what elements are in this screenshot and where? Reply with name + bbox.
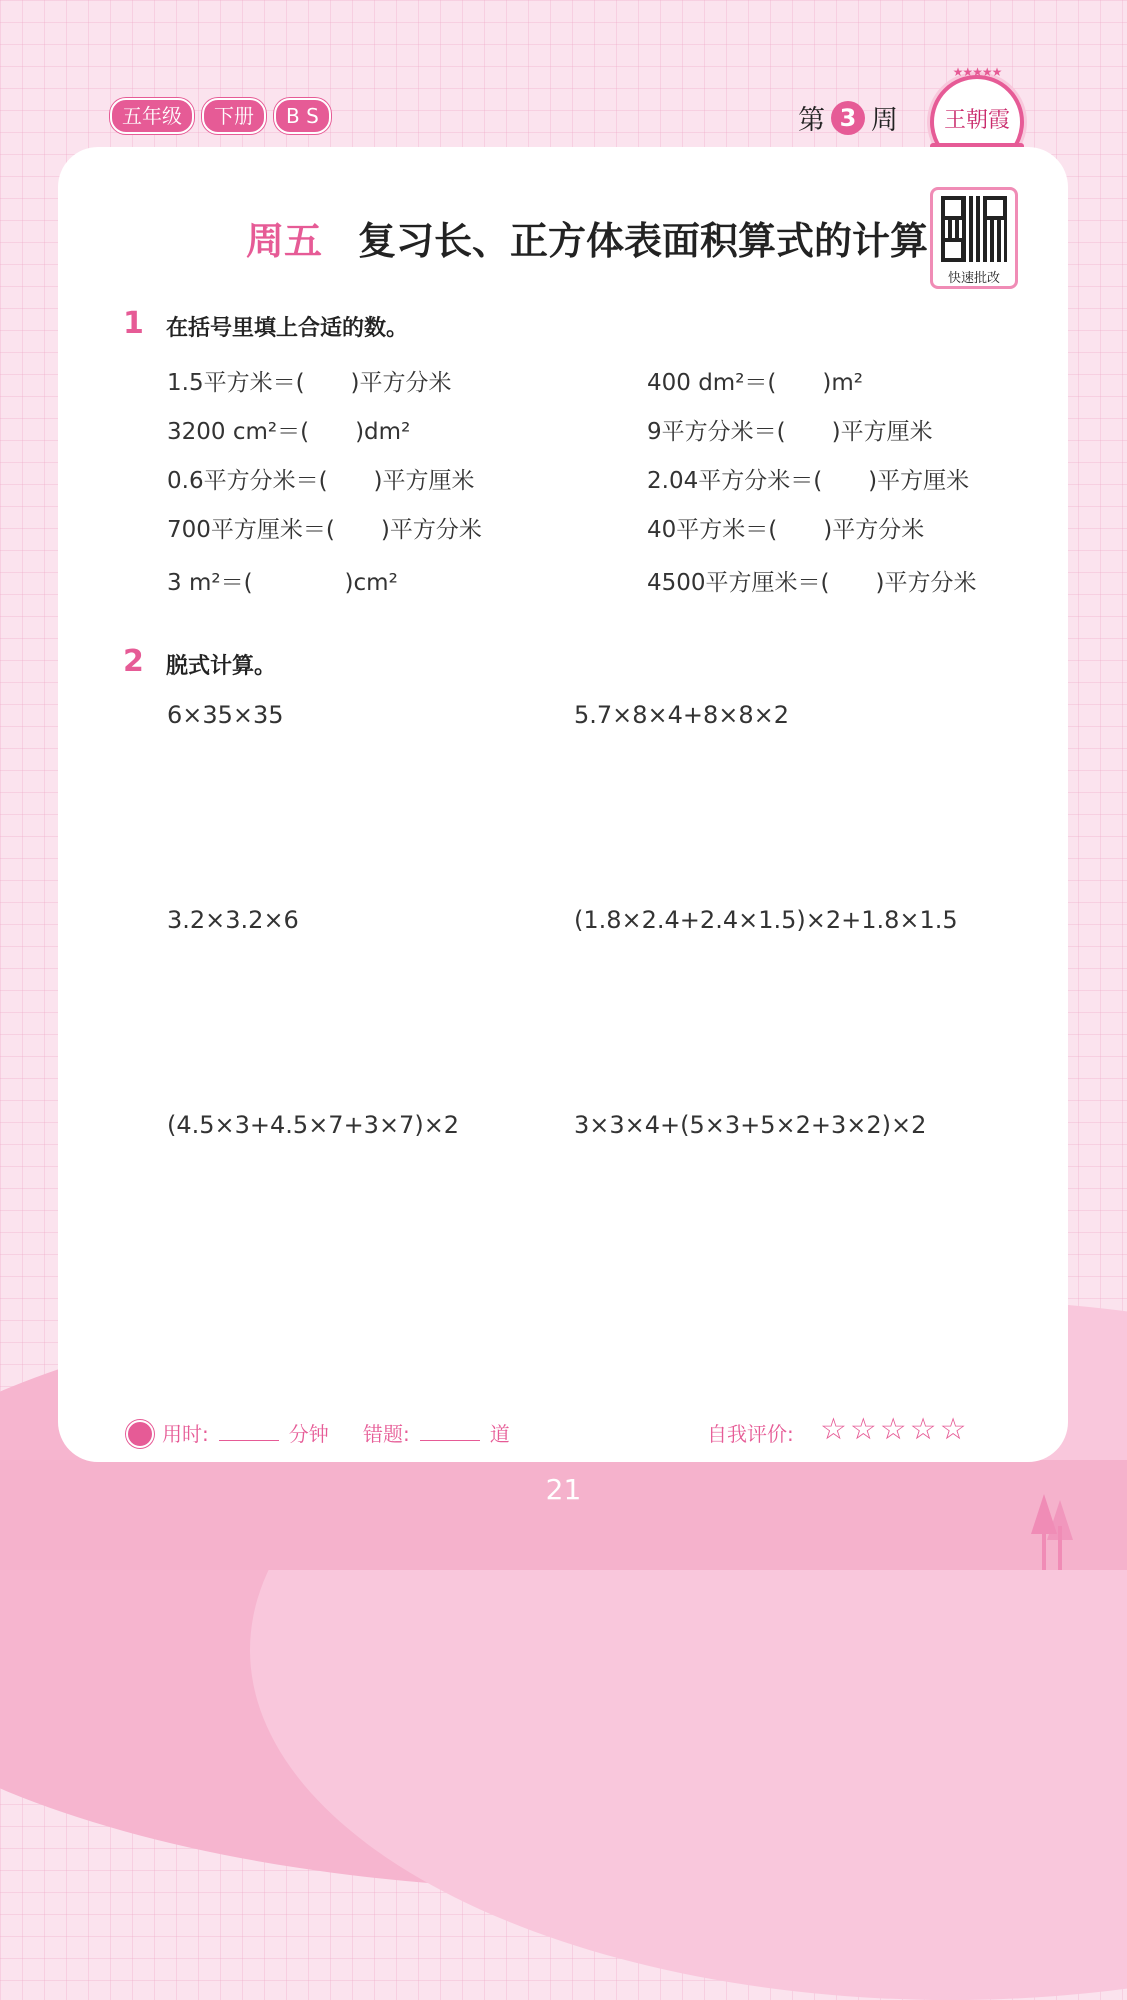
- fill-item: 9平方分米＝( )平方厘米: [647, 419, 933, 445]
- calc-item: 6×35×35: [167, 701, 284, 729]
- errors-unit: 道: [489, 1422, 510, 1446]
- calc-item: 3×3×4+(5×3+5×2+3×2)×2: [574, 1111, 927, 1139]
- arrow-up-icon: [1047, 1500, 1073, 1540]
- seal-text: 王朝霞: [943, 108, 1010, 133]
- page-title: [246, 210, 928, 265]
- qr-code-panel[interactable]: [930, 187, 1018, 289]
- time-label: 用时:: [162, 1422, 209, 1446]
- edition-tag: B S: [274, 98, 331, 134]
- calc-item: 3.2×3.2×6: [167, 906, 299, 934]
- question-1-number: 1: [123, 306, 144, 341]
- week-number-badge: 3: [831, 101, 865, 135]
- question-1-prompt: 在括号里填上合适的数。: [166, 316, 409, 341]
- fill-item: 3 m²＝( )cm²: [167, 570, 398, 596]
- calc-item: (1.8×2.4+2.4×1.5)×2+1.8×1.5: [574, 906, 958, 934]
- fill-item: 40平方米＝( )平方分米: [647, 517, 925, 543]
- fill-item: 0.6平方分米＝( )平方厘米: [167, 468, 475, 494]
- qr-corner: [983, 196, 1007, 220]
- fill-item: 400 dm²＝( )m²: [647, 370, 864, 396]
- seal-stars-icon: ★★★★★: [952, 65, 1002, 79]
- qr-code-icon: [941, 196, 1007, 262]
- self-eval-label: 自我评价:: [707, 1422, 794, 1446]
- week-indicator: [798, 98, 898, 137]
- qr-corner: [941, 238, 965, 262]
- fill-item: 4500平方厘米＝( )平方分米: [647, 570, 977, 596]
- week-prefix: 第: [798, 105, 825, 136]
- fill-item: 3200 cm²＝( )dm²: [167, 419, 411, 445]
- stopwatch-icon: [126, 1420, 154, 1448]
- time-spent: [162, 1418, 329, 1447]
- error-count: [363, 1418, 510, 1447]
- question-2-number: 2: [123, 644, 144, 679]
- page-number: 21: [545, 1473, 582, 1506]
- volume-tag: 下册: [202, 98, 266, 134]
- calc-item: (4.5×3+4.5×7+3×7)×2: [167, 1111, 460, 1139]
- errors-label: 错题:: [363, 1422, 410, 1446]
- fill-item: 2.04平方分米＝( )平方厘米: [647, 468, 970, 494]
- time-unit: 分钟: [288, 1422, 329, 1446]
- self-eval-stars-icon[interactable]: ☆☆☆☆☆: [820, 1412, 970, 1447]
- errors-blank[interactable]: [420, 1422, 480, 1441]
- grade-tags: [110, 98, 331, 134]
- week-suffix: 周: [871, 105, 898, 136]
- question-2-prompt: 脱式计算。: [166, 654, 277, 679]
- title-text: 复习长、正方体表面积算式的计算: [358, 219, 929, 263]
- qr-corner: [941, 196, 965, 220]
- time-blank[interactable]: [219, 1422, 279, 1441]
- grade-tag: 五年级: [110, 98, 194, 134]
- calc-item: 5.7×8×4+8×8×2: [574, 701, 790, 729]
- qr-label: 快速批改: [947, 271, 1000, 286]
- title-day: 周五: [246, 219, 323, 263]
- fill-item: 700平方厘米＝( )平方分米: [167, 517, 482, 543]
- fill-item: 1.5平方米＝( )平方分米: [167, 370, 452, 396]
- worksheet-card: [58, 147, 1068, 1462]
